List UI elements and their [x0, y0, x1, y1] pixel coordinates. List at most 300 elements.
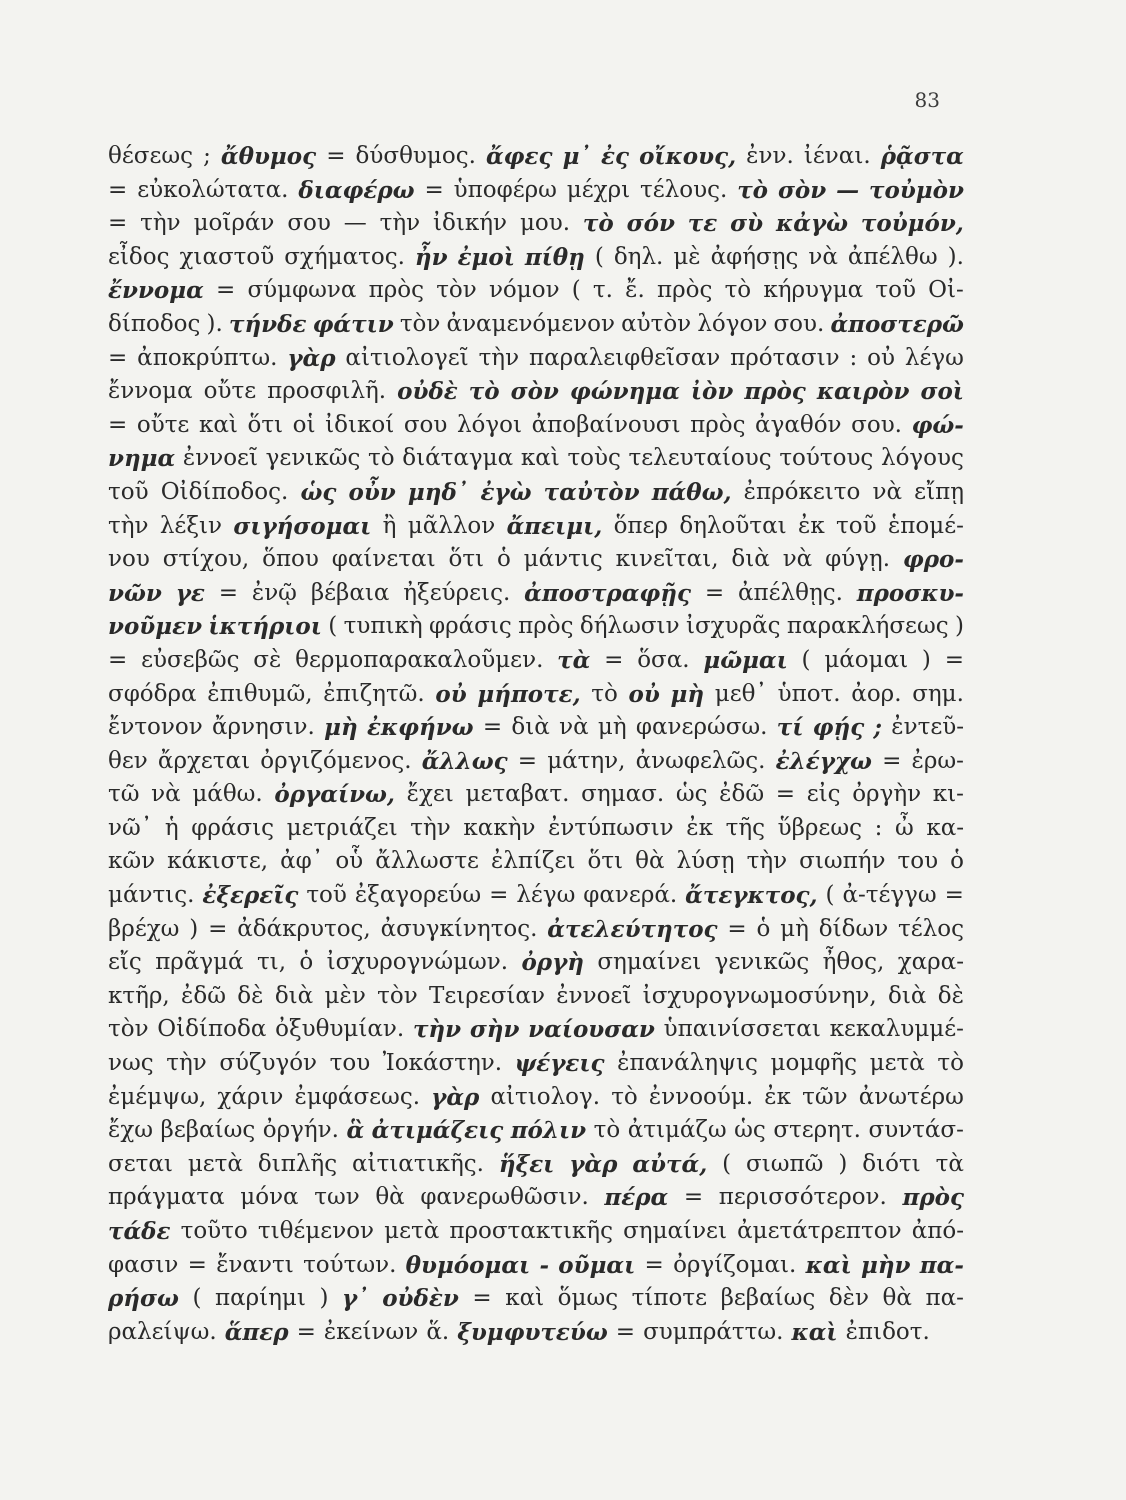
- word: σύμφωνα: [247, 277, 357, 304]
- lemma-word: καὶ: [805, 1251, 852, 1279]
- word: θὰ: [635, 848, 665, 875]
- word: =: [108, 176, 128, 203]
- word: μέχρι: [566, 176, 631, 203]
- word: (: [722, 1150, 732, 1177]
- word: δηλοῦται: [679, 512, 787, 539]
- lemma-word: σὸν: [510, 378, 559, 406]
- word: φανερωθῶσιν.: [420, 1184, 589, 1211]
- word: ἀφήσῃς: [710, 243, 799, 270]
- lemma-word: πάθω,: [651, 478, 732, 506]
- word: μὲν: [324, 982, 366, 1009]
- text-line: [108, 207, 964, 241]
- word: ἐννοεῖ: [182, 445, 258, 472]
- word: φανερά.: [583, 882, 678, 909]
- word: ): [189, 915, 199, 942]
- word: φαίνεται: [331, 546, 436, 573]
- word: οἱ: [292, 411, 316, 438]
- word: πρὸς: [690, 411, 746, 438]
- word: λόγον: [697, 310, 768, 337]
- word: ἀποκρύπτω.: [137, 344, 278, 371]
- word: ἔντονον: [108, 714, 203, 741]
- text-line: [108, 1047, 964, 1081]
- lemma-word: ἄπειμι,: [506, 512, 603, 540]
- word: τὸν: [436, 277, 477, 304]
- word: ἐνν.: [746, 143, 794, 169]
- word: ).: [206, 310, 223, 337]
- word: =: [472, 1285, 492, 1312]
- word: ὁ: [299, 949, 314, 976]
- text-line: [108, 308, 964, 342]
- word: διάταγμα: [402, 445, 514, 472]
- lemma-word: -: [539, 1251, 549, 1279]
- word: ὅτι: [587, 848, 624, 875]
- word: παραλειφθεῖσαν: [528, 344, 721, 371]
- lemma-word: ἐλέγχω: [775, 747, 872, 775]
- word: πα-: [925, 1285, 964, 1312]
- word: ἐρω-: [911, 747, 964, 774]
- word: ὡς: [675, 781, 708, 808]
- word: φράσις: [429, 613, 512, 640]
- word: των: [314, 1184, 360, 1211]
- word: κινεῖται,: [615, 546, 719, 573]
- word: τῶ: [108, 781, 140, 808]
- lemma-word: σοὶ: [920, 378, 964, 406]
- lemma-word: καιρὸν: [816, 378, 910, 406]
- word: =: [215, 277, 236, 304]
- word: σημασ.: [581, 781, 665, 808]
- lemma-word: οῦμαι: [558, 1251, 636, 1279]
- word: (: [594, 243, 604, 270]
- lemma-word: ἅπερ: [224, 1318, 289, 1346]
- word: τοῦ: [306, 882, 347, 909]
- word: ἐκείνων: [323, 1318, 419, 1345]
- word: πρότασιν: [730, 344, 840, 371]
- text-line: [108, 644, 964, 678]
- lemma-word: τάδε: [108, 1218, 171, 1245]
- word: ἢ: [382, 512, 397, 539]
- word: ἅ.: [426, 1318, 450, 1345]
- word: ἰδικήν: [433, 210, 508, 237]
- word: θεν: [108, 747, 148, 774]
- word: =: [187, 1251, 207, 1278]
- commentary-text: [108, 140, 964, 1349]
- lemma-word: ὀργαίνω,: [274, 781, 395, 809]
- word: δὲν: [828, 1285, 869, 1312]
- word: ἀπό-: [911, 1218, 964, 1244]
- word: μὲ: [673, 243, 701, 270]
- word: =: [517, 747, 538, 774]
- text-line: [108, 409, 964, 443]
- word: αἰτιατικῆς.: [352, 1150, 484, 1177]
- word: εὐσεβῶς: [141, 646, 240, 673]
- word: ).: [947, 243, 964, 270]
- word: θέσεως: [108, 143, 194, 169]
- word: =: [615, 1318, 636, 1345]
- lemma-word: καὶ: [791, 1318, 838, 1346]
- word: ὡς: [734, 1117, 766, 1144]
- text-line: [108, 1215, 964, 1249]
- text-line: [108, 1282, 964, 1316]
- word: ἄλλωστε: [375, 848, 479, 875]
- word: ὁ: [496, 546, 511, 573]
- word: κεκαλυμμέ-: [829, 1016, 964, 1043]
- word: ): [838, 1150, 848, 1177]
- word: ἀμετάτρεπτον: [737, 1218, 902, 1244]
- lemma-word: μ᾽: [562, 143, 591, 170]
- word: σιωπήν: [799, 848, 886, 875]
- text-line: [108, 745, 964, 779]
- word: =: [218, 579, 238, 606]
- word: πρὸς: [368, 277, 425, 304]
- word: μάθω.: [192, 781, 263, 808]
- word: ἔχω: [108, 1117, 154, 1144]
- word: =: [944, 882, 964, 909]
- word: ἐπιδοτ.: [845, 1318, 930, 1345]
- lemma-word: γε: [175, 579, 205, 607]
- word: τὸ: [724, 277, 752, 304]
- word: εἶδος: [108, 243, 170, 270]
- lemma-word: —: [836, 176, 860, 204]
- lemma-word: φώνημα: [569, 378, 680, 406]
- lemma-word: μήποτε,: [477, 680, 581, 708]
- lemma-word: ἐς: [600, 143, 629, 170]
- word: τὴν: [140, 210, 181, 237]
- word: ἐκ: [686, 814, 713, 841]
- word: μάομαι: [824, 646, 909, 673]
- word: ὦ: [894, 814, 914, 841]
- word: σου: [287, 210, 331, 237]
- word: αἰτιολογεῖ: [345, 344, 469, 371]
- word: ἀτιμάζω: [627, 1117, 727, 1144]
- word: σημαίνει: [623, 1218, 727, 1244]
- text-line: [108, 1148, 964, 1182]
- word: ἔννομα: [108, 378, 193, 405]
- word: σου.: [773, 310, 825, 337]
- word: συμπράττω.: [643, 1318, 784, 1345]
- word: φασιν: [108, 1251, 179, 1278]
- word: μὴ: [597, 714, 627, 741]
- word: αὐτὸν: [621, 310, 692, 337]
- lemma-word: ἃ: [346, 1117, 365, 1145]
- word: ὑποφέρω: [453, 176, 557, 203]
- lemma-word: πρὸς: [902, 1184, 964, 1212]
- text-line: [108, 812, 964, 846]
- word: =: [108, 646, 128, 673]
- word: ἐδῶ: [181, 982, 226, 1009]
- text-line: [108, 879, 964, 913]
- word: μεταβατ.: [465, 781, 570, 808]
- lemma-word: σὺ: [730, 210, 764, 238]
- word: σὲ: [253, 646, 282, 673]
- word: Οἰ-: [928, 277, 964, 304]
- word: μετὰ: [384, 1218, 440, 1244]
- text-line: [108, 1249, 964, 1283]
- lemma-word: πόλιν: [510, 1117, 587, 1145]
- word: ὅσα.: [637, 646, 690, 673]
- word: ἰσχυρᾶς: [685, 613, 781, 640]
- lemma-word: ἐμοὶ: [457, 243, 515, 271]
- word: διὰ: [274, 982, 314, 1009]
- lemma-word: ἰὸν: [690, 378, 734, 406]
- word: =: [775, 781, 796, 808]
- lemma-word: ἀποστραφῇς: [524, 579, 691, 607]
- word: μάντις: [523, 546, 603, 573]
- word: λέξιν: [159, 512, 223, 539]
- word: μόνα: [240, 1184, 299, 1211]
- text-line: [108, 241, 964, 275]
- word: ὁ: [950, 848, 964, 875]
- lemma-word: γ᾽: [341, 1285, 369, 1313]
- word: ἀγαθόν: [755, 411, 842, 438]
- lemma-word: ἄτεγκτος,: [685, 882, 818, 910]
- word: τὴν: [410, 814, 451, 841]
- word: βρέχω: [108, 915, 180, 942]
- word: προσφιλῆ.: [267, 378, 387, 405]
- word: τὴν: [108, 512, 149, 539]
- lemma-word: διαφέρω: [298, 176, 415, 204]
- word: Τειρεσίαν: [429, 982, 545, 1009]
- word: ὅπερ: [613, 512, 668, 539]
- word: καὶ: [198, 411, 238, 438]
- word: νῶ᾽: [108, 814, 153, 841]
- lemma-word: τί: [776, 714, 804, 742]
- lemma-word: αὐτά,: [632, 1150, 708, 1178]
- word: λόγους: [881, 445, 964, 472]
- word: κακὴν: [463, 814, 536, 841]
- word: τιθέμενον: [257, 1218, 375, 1244]
- word: νου: [108, 546, 150, 573]
- word: θὰ: [882, 1285, 912, 1312]
- lemma-word: οὐ: [628, 680, 660, 708]
- word: μοῖράν: [193, 210, 275, 237]
- word: ἐπανάληψις: [617, 1050, 758, 1077]
- word: ὅμως: [557, 1285, 619, 1312]
- word: τὸ: [591, 680, 618, 707]
- word: στίχου,: [162, 546, 250, 573]
- lemma-word: ἐκφήνω: [366, 714, 474, 742]
- word: =: [108, 344, 128, 371]
- lemma-word: ἀτιμάζεις: [371, 1117, 504, 1145]
- word: ἑπομέ-: [887, 512, 964, 539]
- word: τὸν: [108, 1016, 149, 1043]
- word: μᾶλλον: [407, 512, 496, 539]
- word: πρᾶγμά: [155, 949, 244, 976]
- lemma-word: πέρα: [604, 1184, 669, 1212]
- word: σεται: [108, 1150, 173, 1177]
- word: τὴν: [166, 1050, 207, 1077]
- text-line: [108, 946, 964, 980]
- lemma-word: ἐγὼ: [480, 478, 532, 506]
- word: ἰσχυρογνωμοσύνην,: [642, 982, 877, 1009]
- word: ἀσυγκίνητος.: [380, 915, 538, 942]
- word: =: [489, 882, 509, 909]
- lemma-word: τὴν: [412, 1016, 462, 1044]
- word: σιωπῶ: [746, 1150, 824, 1177]
- word: φανερώσω.: [635, 714, 768, 741]
- lemma-word: σὴν: [469, 1016, 520, 1044]
- lemma-word: ἀποστερῶ: [830, 310, 964, 338]
- lemma-word: θυμόομαι: [405, 1251, 531, 1279]
- word: ἦθος,: [822, 949, 885, 976]
- word: εὐκολώτατα.: [137, 176, 289, 203]
- word: τὸν: [399, 310, 441, 337]
- word: ἐννοεῖ: [556, 982, 632, 1009]
- word: εἴς: [108, 949, 142, 976]
- lemma-word: τοὐμὸν: [869, 176, 964, 204]
- word: αἰτιολογ.: [490, 1083, 601, 1110]
- word: =: [944, 646, 964, 673]
- word: ἠξεύρεις.: [403, 579, 511, 606]
- text-line: [108, 913, 964, 947]
- lemma-word: σὸν: [777, 176, 827, 204]
- word: ἐπιθυμῶ,: [207, 680, 313, 707]
- word: ὀργὴν: [852, 781, 922, 808]
- lemma-word: τὸ: [582, 210, 614, 238]
- word: ὅπου: [262, 546, 319, 573]
- lemma-word: φώ-: [911, 411, 964, 439]
- word: (: [192, 1285, 202, 1312]
- word: ὀξυθυμίαν.: [275, 1016, 405, 1043]
- word: ἐνῷ: [251, 579, 297, 606]
- word: κῶν: [108, 848, 156, 875]
- word: ἔχει: [406, 781, 454, 808]
- word: =: [424, 176, 444, 203]
- word: ἀνωφελῶς.: [635, 747, 766, 774]
- word: τὸν: [377, 982, 418, 1009]
- word: σχήματος.: [284, 243, 405, 270]
- word: ἀπέλθω: [847, 243, 938, 270]
- lemma-word: νημα: [108, 445, 176, 473]
- lemma-word: κἀγὼ: [775, 210, 848, 238]
- word: :: [849, 344, 858, 371]
- word: καὶ: [520, 445, 560, 472]
- text-line: [108, 980, 964, 1014]
- word: τὴν: [746, 848, 788, 875]
- word: λύσῃ: [676, 848, 735, 875]
- lemma-word: πα-: [919, 1251, 964, 1279]
- word: τίποτε: [631, 1285, 708, 1312]
- word: (: [328, 613, 338, 640]
- lemma-word: σιγήσομαι: [233, 512, 372, 540]
- word: σφόδρα: [108, 680, 197, 707]
- word: ἔ.: [625, 277, 645, 304]
- word: τοῦ: [836, 512, 877, 539]
- word: στερητ.: [773, 1117, 861, 1144]
- word: μεθ᾽: [714, 680, 767, 707]
- word: κι-: [932, 781, 964, 808]
- lemma-word: φάτιν: [312, 310, 394, 338]
- text-line: [108, 845, 964, 879]
- word: ): [954, 613, 964, 640]
- lemma-word: ἄθυμος: [220, 143, 317, 170]
- text-line: [108, 610, 964, 644]
- lemma-word: οὖν: [348, 478, 396, 506]
- word: =: [882, 747, 902, 774]
- word: ἐμέμψω,: [108, 1083, 207, 1110]
- word: χαρα-: [897, 949, 964, 976]
- word: βεβαίως: [720, 1285, 816, 1312]
- word: εἰς: [806, 781, 841, 808]
- word: ὕβρεως: [777, 814, 862, 841]
- lemma-word: μηδ᾽: [407, 478, 469, 506]
- word: τελευταίους: [628, 445, 772, 472]
- word: νὰ: [151, 781, 181, 808]
- lemma-word: τοὐμόν,: [860, 210, 964, 238]
- word: (: [571, 277, 581, 304]
- word: =: [704, 579, 725, 606]
- word: ἰσχυρογνώμων.: [326, 949, 509, 976]
- word: διὰ: [731, 546, 770, 573]
- lemma-word: πρὸς: [744, 378, 806, 406]
- lemma-word: τὸ: [468, 378, 500, 406]
- lemma-word: γὰρ: [569, 1150, 618, 1178]
- word: τέλος: [898, 915, 964, 942]
- word: =: [482, 714, 503, 741]
- word: τι,: [256, 949, 287, 976]
- lemma-word: οὐ: [435, 680, 467, 708]
- lemma-word: πίθῃ: [524, 243, 585, 271]
- word: =: [326, 143, 346, 169]
- word: λόγοι: [456, 411, 523, 438]
- word: τούτους: [779, 445, 874, 472]
- word: τὸ: [368, 445, 395, 472]
- word: εἴπῃ: [914, 478, 964, 505]
- lemma-word: ξυμφυτεύω: [457, 1318, 608, 1346]
- word: ): [921, 646, 931, 673]
- lemma-word: φῄς: [812, 714, 865, 742]
- word: μετριάζει: [286, 814, 398, 841]
- word: μετὰ: [869, 1050, 925, 1077]
- word: =: [108, 210, 128, 237]
- word: =: [108, 411, 128, 438]
- lemma-word: τήνδε: [228, 310, 307, 338]
- lemma-word: γὰρ: [287, 344, 336, 372]
- word: νὰ: [872, 478, 903, 505]
- word: τ.: [592, 277, 613, 304]
- text-line: [108, 140, 964, 174]
- word: ;: [203, 143, 211, 169]
- word: (: [825, 882, 835, 909]
- word: νόμον: [488, 277, 560, 304]
- word: ἀδάκρυτος,: [237, 915, 371, 942]
- word: οὐ: [867, 344, 895, 371]
- word: ἔναντι: [216, 1251, 294, 1278]
- word: ὀργιζόμενος.: [260, 747, 412, 774]
- word: τέλους.: [640, 176, 728, 203]
- text-line: [108, 778, 964, 812]
- lemma-word: νοῦμεν: [108, 613, 203, 641]
- word: δύσθυμος.: [355, 143, 476, 169]
- lemma-word: ὀργὴ: [521, 949, 584, 977]
- word: βεβαίως: [160, 1117, 256, 1144]
- word: περισσότερον.: [718, 1184, 887, 1211]
- word: τὸ: [593, 1117, 621, 1144]
- word: κτῆρ,: [108, 982, 170, 1009]
- word: σου.: [851, 411, 902, 438]
- word: ἰέναι.: [803, 143, 871, 169]
- lemma-word: οἴκους,: [639, 143, 737, 170]
- word: ἐκ: [764, 1083, 791, 1110]
- word: νὰ: [782, 546, 813, 573]
- word: χιαστοῦ: [179, 243, 275, 270]
- word: ἀποβαίνουσι: [531, 411, 681, 438]
- word: ἀπέλθῃς.: [737, 579, 843, 606]
- lemma-word: ἱκτήριοι: [208, 613, 322, 641]
- word: μου.: [519, 210, 571, 237]
- lemma-word: σόν: [626, 210, 675, 238]
- text-line: [108, 1316, 964, 1350]
- word: ἐπιζητῶ.: [323, 680, 425, 707]
